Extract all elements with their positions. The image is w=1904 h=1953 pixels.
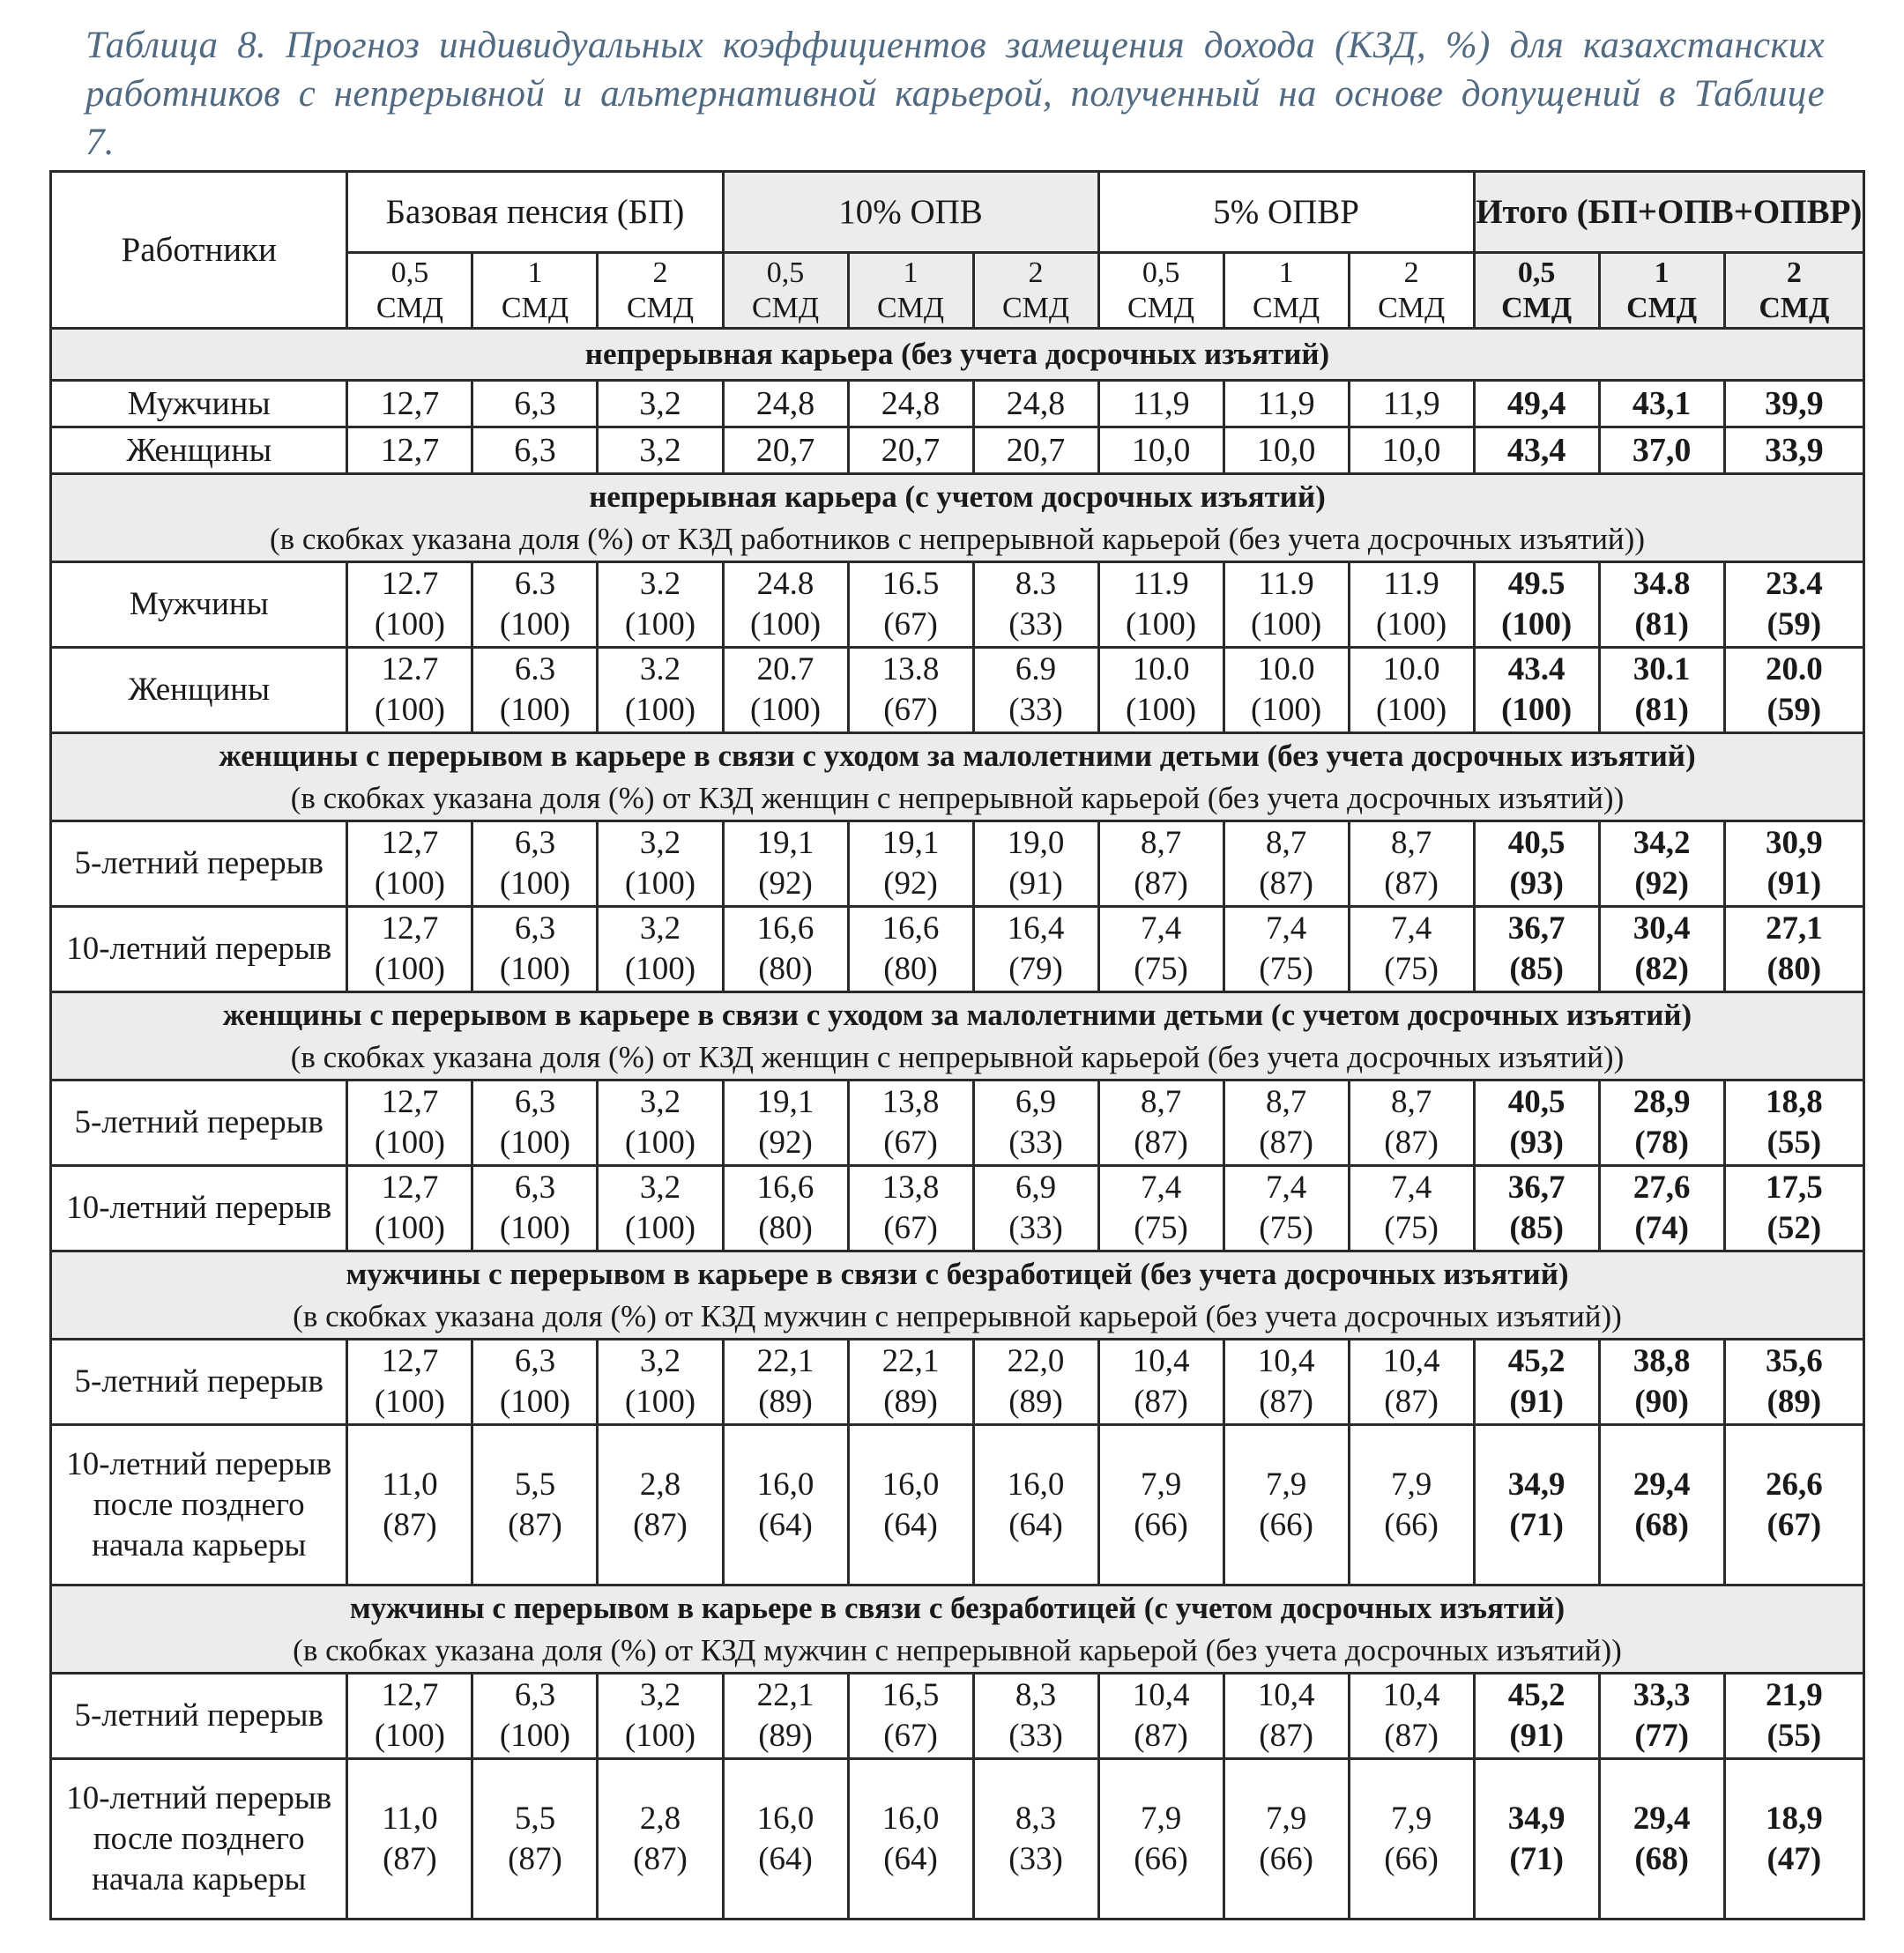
table-row [51, 1340, 1864, 1425]
table-cell: 43,4 [1474, 427, 1599, 474]
table-cell: 24,8 [848, 381, 973, 427]
table-cell: 3,2 (100) [598, 1340, 723, 1425]
subheader-cell: 2 СМД [1349, 253, 1474, 329]
section-title: непрерывная карьера (без учета досрочных изъятий) [51, 329, 1864, 381]
table-cell: 7,4 (75) [1223, 907, 1349, 992]
table-cell: 16.5 (67) [848, 562, 973, 648]
row-label: 10-летний перерыв [51, 907, 347, 992]
table-cell: 10,0 [1349, 427, 1474, 474]
table-cell: 8,7 (87) [1349, 821, 1474, 907]
table-cell: 10,4 (87) [1349, 1674, 1474, 1759]
table-cell: 43.4 (100) [1474, 648, 1599, 733]
table-cell: 6,3 (100) [472, 1340, 598, 1425]
table-cell: 33,3 (77) [1599, 1674, 1724, 1759]
table-cell: 10,4 (87) [1098, 1340, 1223, 1425]
table-cell: 8,3 (33) [973, 1759, 1098, 1920]
table-cell: 49,4 [1474, 381, 1599, 427]
row-label: 10-летний перерыв после позднего начала карьеры [51, 1759, 347, 1920]
section-title: женщины с перерывом в карьере в связи с уходом за малолетними детьми (с учетом досрочных изъятий) (в скобках указана доля (%) от КЗД женщин с непрерывной карьерой (без учета досрочных изъятий)) [51, 992, 1864, 1080]
table-cell: 22,0 (89) [973, 1340, 1098, 1425]
row-label: Женщины [51, 427, 347, 474]
table-cell: 10,4 (87) [1223, 1674, 1349, 1759]
section-header-row [51, 1251, 1864, 1340]
table-cell: 8,7 (87) [1223, 821, 1349, 907]
table-cell: 34,2 (92) [1599, 821, 1724, 907]
table-cell: 38,8 (90) [1599, 1340, 1724, 1425]
table-cell: 7,4 (75) [1349, 907, 1474, 992]
table-cell: 13,8 (67) [848, 1080, 973, 1166]
table-cell: 8,7 (87) [1098, 821, 1223, 907]
table-cell: 12,7 (100) [347, 1080, 472, 1166]
subheader-cell: 0,5 СМД [347, 253, 472, 329]
table-cell: 2,8 (87) [598, 1425, 723, 1585]
table-cell: 18,9 (47) [1724, 1759, 1863, 1920]
table-cell: 10,4 (87) [1349, 1340, 1474, 1425]
table-cell: 16,0 (64) [973, 1425, 1098, 1585]
table-cell: 30,9 (91) [1724, 821, 1863, 907]
table-row [51, 427, 1864, 474]
table-cell: 43,1 [1599, 381, 1724, 427]
table-cell: 10,0 [1098, 427, 1223, 474]
table-cell: 8.3 (33) [973, 562, 1098, 648]
table-cell: 20,7 [848, 427, 973, 474]
table-cell: 11,9 [1223, 381, 1349, 427]
row-label: 10-летний перерыв [51, 1166, 347, 1251]
table-cell: 18,8 (55) [1724, 1080, 1863, 1166]
table-cell: 5,5 (87) [472, 1759, 598, 1920]
row-label: 5-летний перерыв [51, 1674, 347, 1759]
section-title: женщины с перерывом в карьере в связи с уходом за малолетними детьми (без учета досрочных изъятий) (в скобках указана доля (%) от КЗД женщин с непрерывной карьерой (без учета досрочных изъятий)) [51, 733, 1864, 821]
table-cell: 11.9 (100) [1349, 562, 1474, 648]
table-cell: 6,3 [472, 427, 598, 474]
row-label: Мужчины [51, 381, 347, 427]
table-cell: 16,4 (79) [973, 907, 1098, 992]
table-cell: 40,5 (93) [1474, 1080, 1599, 1166]
table-cell: 6,9 (33) [973, 1166, 1098, 1251]
table-cell: 3,2 (100) [598, 821, 723, 907]
table-cell: 21,9 (55) [1724, 1674, 1863, 1759]
table-row [51, 821, 1864, 907]
subheader-cell: 1 СМД [1599, 253, 1724, 329]
table-cell: 10.0 (100) [1098, 648, 1223, 733]
table-cell: 7,4 (75) [1223, 1166, 1349, 1251]
table-cell: 12,7 (100) [347, 1340, 472, 1425]
table-cell: 11.9 (100) [1223, 562, 1349, 648]
table-cell: 19,1 (92) [723, 821, 848, 907]
table-cell: 16,6 (80) [723, 907, 848, 992]
table-cell: 36,7 (85) [1474, 907, 1599, 992]
table-cell: 16,6 (80) [723, 1166, 848, 1251]
table-cell: 6,3 (100) [472, 907, 598, 992]
table-cell: 34,9 (71) [1474, 1759, 1599, 1920]
table-cell: 6.3 (100) [472, 648, 598, 733]
table-cell: 40,5 (93) [1474, 821, 1599, 907]
table-cell: 13,8 (67) [848, 1166, 973, 1251]
section-header-row [51, 733, 1864, 821]
subheader-cell: 1 СМД [1223, 253, 1349, 329]
table-container [49, 170, 1865, 1920]
table-cell: 7,4 (75) [1098, 1166, 1223, 1251]
table-cell: 30.1 (81) [1599, 648, 1724, 733]
table-cell: 10,0 [1223, 427, 1349, 474]
row-label: 5-летний перерыв [51, 1080, 347, 1166]
section-title: мужчины с перерывом в карьере в связи с безработицей (с учетом досрочных изъятий) (в скобках указана доля (%) от КЗД мужчин с непрерывной карьерой (без учета досрочных изъятий)) [51, 1585, 1864, 1674]
table-cell: 45,2 (91) [1474, 1674, 1599, 1759]
table-cell: 6,3 (100) [472, 1674, 598, 1759]
section-title: непрерывная карьера (с учетом досрочных изъятий) (в скобках указана доля (%) от КЗД работников с непрерывной карьерой (без учета досрочных изъятий)) [51, 474, 1864, 562]
table-cell: 8,3 (33) [973, 1674, 1098, 1759]
subheader-cell: 1 СМД [472, 253, 598, 329]
table-cell: 36,7 (85) [1474, 1166, 1599, 1251]
table-cell: 3,2 (100) [598, 1080, 723, 1166]
table-cell: 29,4 (68) [1599, 1425, 1724, 1585]
table-cell: 6,3 (100) [472, 1080, 598, 1166]
table-cell: 6,3 (100) [472, 821, 598, 907]
table-cell: 16,0 (64) [848, 1759, 973, 1920]
table-cell: 10,4 (87) [1223, 1340, 1349, 1425]
table-cell: 7,4 (75) [1098, 907, 1223, 992]
table-cell: 7,9 (66) [1223, 1759, 1349, 1920]
row-label: 10-летний перерыв после позднего начала карьеры [51, 1425, 347, 1585]
table-cell: 27,6 (74) [1599, 1166, 1724, 1251]
table-cell: 27,1 (80) [1724, 907, 1863, 992]
section-title: мужчины с перерывом в карьере в связи с безработицей (без учета досрочных изъятий) (в скобках указана доля (%) от КЗД мужчин с непрерывной карьерой (без учета досрочных изъятий)) [51, 1251, 1864, 1340]
table-row [51, 648, 1864, 733]
table-cell: 3,2 (100) [598, 1166, 723, 1251]
header-group-bp: Базовая пенсия (БП) [347, 172, 723, 253]
table-row [51, 562, 1864, 648]
table-cell: 12,7 [347, 427, 472, 474]
table-cell: 34,9 (71) [1474, 1425, 1599, 1585]
table-cell: 12,7 (100) [347, 1166, 472, 1251]
table-cell: 30,4 (82) [1599, 907, 1724, 992]
table-cell: 29,4 (68) [1599, 1759, 1724, 1920]
table-cell: 7,9 (66) [1223, 1425, 1349, 1585]
subheader-cell: 0,5 СМД [723, 253, 848, 329]
table-cell: 11,0 (87) [347, 1759, 472, 1920]
table-row [51, 1674, 1864, 1759]
table-cell: 12,7 (100) [347, 907, 472, 992]
row-label: 5-летний перерыв [51, 1340, 347, 1425]
table-cell: 11.9 (100) [1098, 562, 1223, 648]
subheader-cell: 2 СМД [1724, 253, 1863, 329]
table-cell: 3.2 (100) [598, 562, 723, 648]
table-cell: 7,9 (66) [1349, 1425, 1474, 1585]
section-header-row [51, 1585, 1864, 1674]
table-cell: 6,3 (100) [472, 1166, 598, 1251]
table-row [51, 907, 1864, 992]
replacement-rate-table [49, 170, 1865, 1920]
table-cell: 24,8 [973, 381, 1098, 427]
table-cell: 16,0 (64) [723, 1759, 848, 1920]
table-cell: 5,5 (87) [472, 1425, 598, 1585]
table-cell: 6,3 [472, 381, 598, 427]
subheader-cell: 2 СМД [973, 253, 1098, 329]
table-cell: 7,4 (75) [1349, 1166, 1474, 1251]
table-cell: 17,5 (52) [1724, 1166, 1863, 1251]
header-workers: Работники [51, 172, 347, 329]
table-cell: 6.3 (100) [472, 562, 598, 648]
table-cell: 33,9 [1724, 427, 1863, 474]
table-cell: 22,1 (89) [723, 1340, 848, 1425]
table-cell: 3,2 (100) [598, 907, 723, 992]
table-cell: 39,9 [1724, 381, 1863, 427]
table-cell: 6.9 (33) [973, 648, 1098, 733]
table-cell: 7,9 (66) [1098, 1425, 1223, 1585]
table-cell: 2,8 (87) [598, 1759, 723, 1920]
table-body [51, 329, 1864, 1920]
table-cell: 12.7 (100) [347, 648, 472, 733]
table-cell: 19,1 (92) [848, 821, 973, 907]
table-cell: 11,9 [1098, 381, 1223, 427]
row-label: Женщины [51, 648, 347, 733]
table-cell: 37,0 [1599, 427, 1724, 474]
table-cell: 7,9 (66) [1349, 1759, 1474, 1920]
header-group-total: Итого (БП+ОПВ+ОПВР) [1474, 172, 1863, 253]
table-cell: 8,7 (87) [1098, 1080, 1223, 1166]
table-cell: 22,1 (89) [723, 1674, 848, 1759]
table-cell: 10.0 (100) [1349, 648, 1474, 733]
table-cell: 20,7 [723, 427, 848, 474]
table-cell: 20,7 [973, 427, 1098, 474]
table-cell: 3,2 (100) [598, 1674, 723, 1759]
table-cell: 35,6 (89) [1724, 1340, 1863, 1425]
table-row [51, 381, 1864, 427]
row-label: 5-летний перерыв [51, 821, 347, 907]
table-cell: 19,0 (91) [973, 821, 1098, 907]
section-header-row [51, 474, 1864, 562]
table-cell: 12,7 [347, 381, 472, 427]
subheader-cell: 0,5 СМД [1474, 253, 1599, 329]
table-cell: 13.8 (67) [848, 648, 973, 733]
table-cell: 3,2 [598, 381, 723, 427]
table-cell: 22,1 (89) [848, 1340, 973, 1425]
table-cell: 7,9 (66) [1098, 1759, 1223, 1920]
table-cell: 20.0 (59) [1724, 648, 1863, 733]
table-cell: 8,7 (87) [1223, 1080, 1349, 1166]
subheader-cell: 1 СМД [848, 253, 973, 329]
section-header-row [51, 992, 1864, 1080]
table-cell: 3.2 (100) [598, 648, 723, 733]
table-cell: 20.7 (100) [723, 648, 848, 733]
header-group-opvr: 5% ОПВР [1098, 172, 1474, 253]
table-cell: 12,7 (100) [347, 821, 472, 907]
table-cell: 23.4 (59) [1724, 562, 1863, 648]
subheader-cell: 2 СМД [598, 253, 723, 329]
table-cell: 12,7 (100) [347, 1674, 472, 1759]
table-cell: 26,6 (67) [1724, 1425, 1863, 1585]
subheader-cell: 0,5 СМД [1098, 253, 1223, 329]
table-cell: 6,9 (33) [973, 1080, 1098, 1166]
table-cell: 16,0 (64) [723, 1425, 848, 1585]
table-cell: 11,9 [1349, 381, 1474, 427]
table-cell: 3,2 [598, 427, 723, 474]
table-cell: 12.7 (100) [347, 562, 472, 648]
table-row [51, 1080, 1864, 1166]
table-row [51, 1759, 1864, 1920]
table-cell: 16,0 (64) [848, 1425, 973, 1585]
table-cell: 11,0 (87) [347, 1425, 472, 1585]
table-row [51, 1425, 1864, 1585]
table-cell: 34.8 (81) [1599, 562, 1724, 648]
table-row [51, 1166, 1864, 1251]
table-cell: 10,4 (87) [1098, 1674, 1223, 1759]
table-cell: 24.8 (100) [723, 562, 848, 648]
table-cell: 16,5 (67) [848, 1674, 973, 1759]
header-group-opv: 10% ОПВ [723, 172, 1098, 253]
table-cell: 49.5 (100) [1474, 562, 1599, 648]
table-cell: 10.0 (100) [1223, 648, 1349, 733]
table-cell: 45,2 (91) [1474, 1340, 1599, 1425]
table-cell: 19,1 (92) [723, 1080, 848, 1166]
table-cell: 16,6 (80) [848, 907, 973, 992]
table-cell: 24,8 [723, 381, 848, 427]
table-cell: 8,7 (87) [1349, 1080, 1474, 1166]
table-cell: 28,9 (78) [1599, 1080, 1724, 1166]
section-header-row [51, 329, 1864, 381]
row-label: Мужчины [51, 562, 347, 648]
table-caption: Таблица 8. Прогноз индивидуальных коэффициентов замещения дохода (КЗД, %) для казахстанских работников с непрерывной и альтернативной карьерой, полученный на основе допущений в Таблице 7. [86, 25, 1825, 163]
